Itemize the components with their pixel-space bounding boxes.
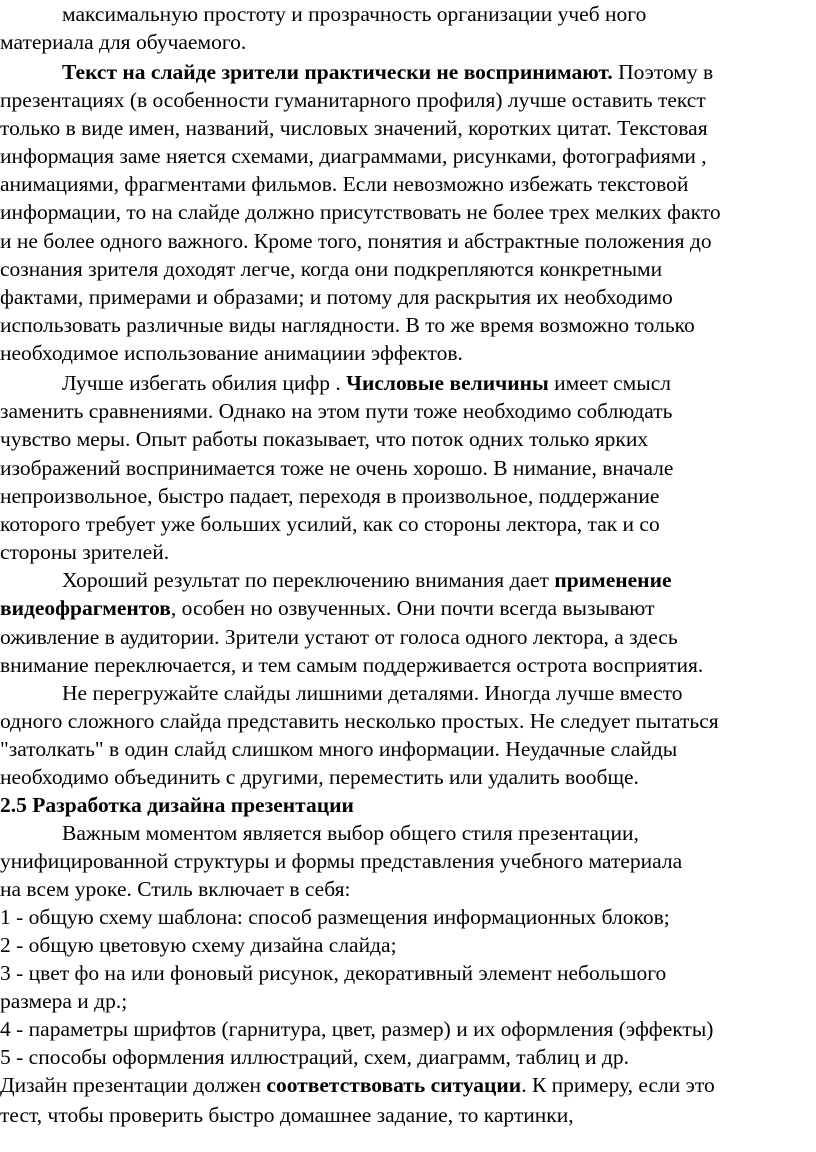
bold-phrase: Числовые величины (346, 371, 549, 395)
list-item: 2 - общую цветовую схему дизайна слайда; (0, 933, 397, 957)
list-item: 5 - способы оформления иллюстраций, схем, диаграмм, таблиц и др. (0, 1045, 629, 1069)
text-line: изображений воспринимается тоже не очень хорошо. В нимание, вначале (0, 456, 674, 480)
text-line: внимание переключается, и тем самым поддерживается острота восприятия. (0, 653, 704, 677)
text-line: тест, чтобы проверить быстро домашнее задание, то картинки, (0, 1103, 574, 1127)
text-line: материала для обучаемого. (0, 30, 247, 54)
bold-phrase: соответствовать ситуации (266, 1073, 522, 1097)
text-line: сознания зрителя доходят легче, когда они подкрепляются конкретными (0, 257, 663, 281)
text-line: размера и др.; (0, 989, 128, 1013)
text-line: необходимо объединить с другими, переместить или удалить вообще. (0, 765, 639, 789)
bold-phrase: видеофрагментов (0, 596, 171, 620)
text-line: чувство меры. Опыт работы показывает, что поток одних только ярких (0, 427, 649, 451)
text-line: которого требует уже больших усилий, как со стороны лектора, так и со (0, 512, 660, 536)
text-line: на всем уроке. Стиль включает в себя: (0, 877, 351, 901)
list-item: 1 - общую схему шаблона: способ размещения информационных блоков; (0, 905, 670, 929)
text-line: Лучше избегать обилия цифр . Числовые величины имеет смысл (62, 371, 671, 395)
text-line: только в виде имен, названий, числовых значений, коротких цитат. Текстовая (0, 116, 708, 140)
text-line: одного сложного слайда представить несколько простых. Не следует пытаться (0, 709, 719, 733)
text-line: оживление в аудитории. Зрители устают от голоса одного лектора, а здесь (0, 625, 678, 649)
list-item: 3 - цвет фо на или фоновый рисунок, декоративный элемент небольшого (0, 961, 667, 985)
text-line: анимациями, фрагментами фильмов. Если невозможно избежать текстовой (0, 172, 689, 196)
text-line: Текст на слайде зрители практически не воспринимают. Поэтому в (62, 60, 714, 84)
text-line: фактами, примерами и образами; и потому для раскрытия их необходимо (0, 285, 673, 309)
text-line: "затолкать" в один слайд слишком много информации. Неудачные слайды (0, 737, 678, 761)
text-line: Хороший результат по переключению внимания дает применение (62, 568, 672, 592)
section-heading: 2.5 Разработка дизайна презентации (0, 793, 354, 817)
list-item: 4 - параметры шрифтов (гарнитура, цвет, размер) и их оформления (эффекты) (0, 1017, 714, 1041)
bold-phrase: применение (554, 568, 672, 592)
text-line: презентациях (в особенности гуманитарного профиля) лучше оставить текст (0, 88, 706, 112)
text-line: максимальную простоту и прозрачность организации учеб ного (62, 2, 647, 26)
text-line: видеофрагментов, особен но озвученных. Они почти всегда вызывают (0, 596, 655, 620)
text-line: стороны зрителей. (0, 540, 170, 564)
text-line: и не более одного важного. Кроме того, понятия и абстрактные положения до (0, 229, 712, 253)
bold-phrase: Текст на слайде зрители практически не воспринимают. (62, 60, 613, 84)
text-line: заменить сравнениями. Однако на этом пути тоже необходимо соблюдать (0, 399, 673, 423)
text-line: необходимое использование анимациии эффектов. (0, 341, 463, 365)
text-line: информация заме няется схемами, диаграммами, рисунками, фотографиями , (0, 144, 707, 168)
text-line: непроизвольное, быстро падает, переходя в произвольное, поддержание (0, 484, 660, 508)
text-line: использовать различные виды наглядности. В то же время возможно только (0, 313, 695, 337)
text-line: информации, то на слайде должно присутствовать не более трех мелких факто (0, 200, 721, 224)
text-line: Не перегружайте слайды лишними деталями. Иногда лучше вместо (62, 681, 683, 705)
text-line: Дизайн презентации должен соответствовать ситуации. К примеру, если это (0, 1073, 715, 1097)
text-line: Важным моментом является выбор общего стиля презентации, (62, 821, 639, 845)
text-line: унифицированной структуры и формы представления учебного материала (0, 849, 683, 873)
